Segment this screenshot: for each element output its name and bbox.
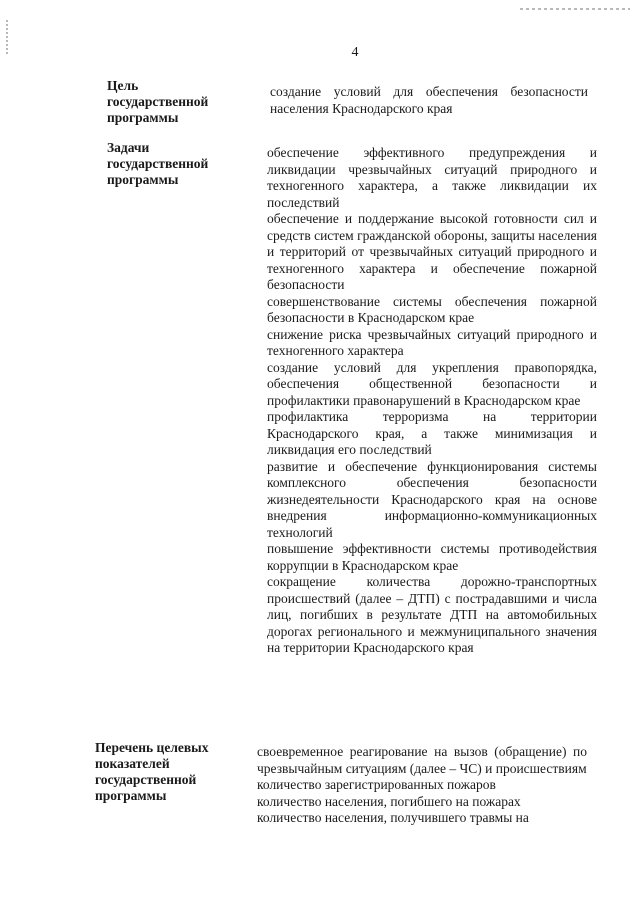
goal-label	[107, 78, 257, 126]
tasks-label	[107, 140, 257, 188]
task-item: профилактика терроризма на территории Краснодарского края, а также минимизация и ликвидация его последствий	[267, 409, 597, 457]
tasks-label-line: Задачи	[107, 140, 150, 155]
task-item: совершенствование системы обеспечения пожарной безопасности в Краснодарском крае	[267, 293, 597, 325]
goal-item: создание условий для обеспечения безопасности населения Краснодарского края	[270, 84, 588, 116]
indicators-label	[95, 740, 255, 804]
indicator-item: своевременное реагирование на вызов (обращение) по чрезвычайным ситуациям (далее – ЧС) и происшествиям	[257, 744, 587, 776]
goal-label-line: Цель	[107, 78, 139, 93]
task-item: сокращение количества дорожно-транспортных происшествий (далее – ДТП) с пострадавшими и числа лиц, погибших в результате ДТП на автомобильных дорогах регионального и межмуниципального значения на территории Краснодарского края	[267, 574, 597, 655]
indicator-item: количество зарегистрированных пожаров	[257, 777, 496, 792]
scan-artifact-top	[520, 8, 630, 10]
task-item: обеспечение эффективного предупреждения и ликвидации чрезвычайных ситуаций природного и техногенного характера, а также ликвидации их последствий	[267, 145, 597, 210]
indicators-label-line: программы	[95, 788, 167, 803]
task-item: обеспечение и поддержание высокой готовности сил и средств систем гражданской обороны, защиты населения и территорий от чрезвычайных ситуаций природного и техногенного характера и обеспечение пожарной безопасности	[267, 211, 597, 292]
goal-label-line: государственной	[107, 94, 209, 109]
tasks-label-line: государственной	[107, 156, 209, 171]
task-item: развитие и обеспечение функционирования системы комплексного обеспечения безопасности жизнедеятельности Краснодарского края на основе внедрения информационно-коммуникационных технологий	[267, 458, 597, 540]
task-item: повышение эффективности системы противодействия коррупции в Краснодарском крае	[267, 541, 597, 573]
page-number: 4	[351, 45, 359, 60]
task-item: снижение риска чрезвычайных ситуаций природного и техногенного характера	[267, 326, 597, 358]
tasks-content	[267, 145, 597, 657]
goal-content	[270, 84, 588, 117]
indicators-label-line: государственной	[95, 772, 197, 787]
indicator-item: количество населения, погибшего на пожарах	[257, 793, 521, 809]
scan-artifact-left	[6, 20, 8, 54]
indicators-label-line: Перечень целевых	[95, 740, 209, 755]
indicators-label-line: показателей	[95, 756, 170, 771]
task-item: создание условий для укрепления правопорядка, обеспечения общественной безопасности и профилактики правонарушений в Краснодарском крае	[267, 359, 597, 408]
indicator-item: количество населения, получившего травмы на	[257, 810, 529, 825]
tasks-label-line: программы	[107, 172, 179, 187]
indicators-content	[257, 744, 587, 827]
goal-label-line: программы	[107, 110, 179, 125]
